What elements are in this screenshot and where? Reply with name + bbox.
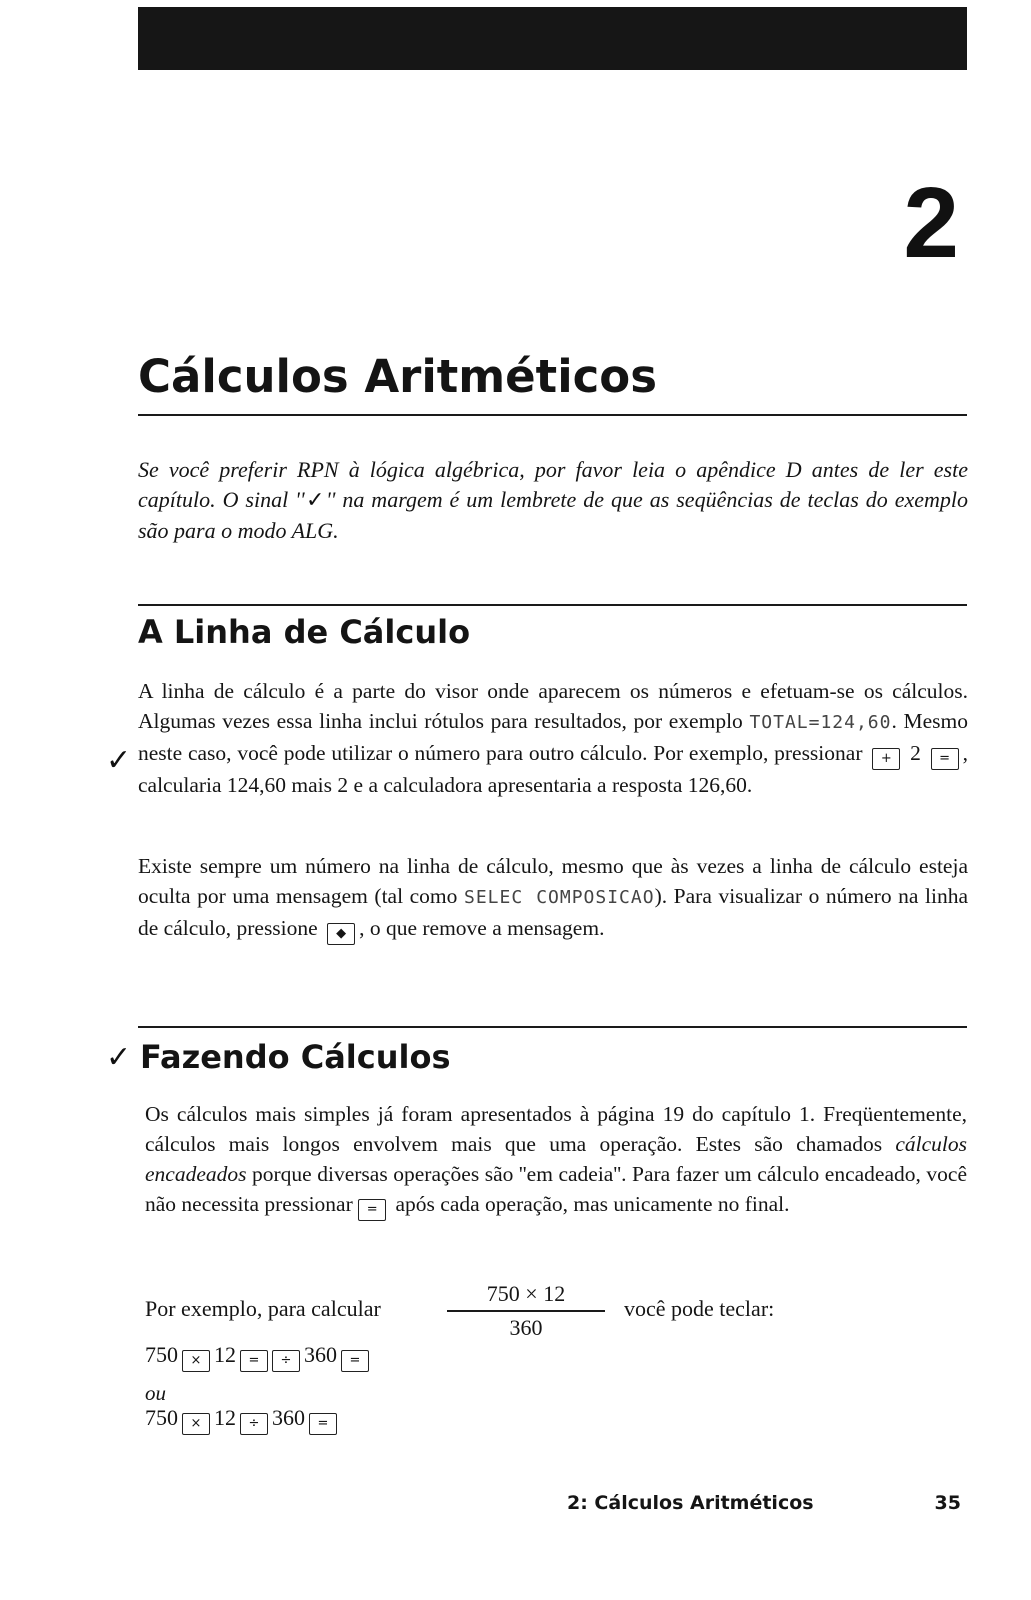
page-number: 35	[934, 1492, 961, 1514]
fraction-denominator: 360	[509, 1314, 543, 1340]
example-after-text: você pode teclar:	[624, 1296, 775, 1321]
equals-key: =	[309, 1413, 337, 1435]
equals-key: =	[240, 1350, 268, 1372]
example-label: Por exemplo, para calcular	[145, 1296, 381, 1321]
footer-chapter-title: 2: Cálculos Aritméticos	[567, 1492, 814, 1514]
fraction	[447, 1280, 605, 1342]
section-divider	[138, 604, 967, 606]
check-mark-icon: ✓	[304, 488, 326, 513]
lcd-display-selec: SELEC COMPOSICAO	[463, 887, 655, 908]
chapter-number: 2	[903, 167, 959, 279]
or-label: ou	[145, 1381, 166, 1405]
section-divider	[138, 1026, 967, 1028]
margin-check-icon: ✓	[106, 743, 132, 778]
chapter-title: Cálculos Aritméticos	[138, 350, 657, 403]
section-heading-fazendo-calculos: Fazendo Cálculos	[140, 1038, 451, 1076]
lcd-display-total: TOTAL=124,60	[749, 712, 892, 733]
title-divider	[138, 414, 967, 416]
divide-key: ÷	[240, 1413, 268, 1435]
plus-key: +	[872, 748, 900, 770]
paragraph-mensagem: Existe sempre um número na linha de cálculo, mesmo que às vezes a linha de cálculo esteja oculta por uma mensagem (tal como SELEC COMPOSICAO). Para visualizar o número na linha de cálculo, pressione ◆ , o que remove a mensagem.	[138, 851, 968, 945]
fraction-numerator: 750 × 12	[486, 1281, 566, 1306]
backspace-key-icon: ◆	[327, 923, 355, 945]
paragraph-calculos-encadeados: Os cálculos mais simples já foram apresentados à página 19 do capítulo 1. Freqüentemente, cálculos mais longos envolvem mais que uma operação. Estes são chamados cálculos encadeados porque diversas operações são ''em cadeia''. Para fazer um cálculo encadeado, você não necessita pressionar = após cada operação, mas unicamente no final.	[145, 1099, 967, 1221]
key-sequence-1: 750 × 12 = ÷ 360 =	[145, 1340, 373, 1372]
chapter-header-bar	[138, 7, 967, 70]
divide-key: ÷	[272, 1350, 300, 1372]
paragraph-linha-de-calculo: A linha de cálculo é a parte do visor onde aparecem os números e efetuam-se os cálculos. Algumas vezes essa linha inclui rótulos para resultados, por exemplo TOTAL=124,60. Mesmo neste caso, você pode utilizar o número para outro cálculo. Por exemplo, pressionar + 2 = , calcularia 124,60 mais 2 e a calculadora apresentaria a resposta 126,60.	[138, 679, 968, 797]
section-heading-linha-de-calculo: A Linha de Cálculo	[138, 613, 471, 651]
multiply-key: ×	[182, 1350, 210, 1372]
intro-paragraph: Se você preferir RPN à lógica algébrica, por favor leia o apêndice D antes de ler este capítulo. O sinal ''✓'' na margem é um lembrete de que as seqüências de teclas do exemplo são para o modo ALG.	[138, 457, 969, 543]
equals-key: =	[358, 1199, 386, 1221]
margin-check-icon: ✓	[106, 1040, 132, 1075]
key-sequence-2: 750 × 12 ÷ 360 =	[145, 1403, 341, 1435]
multiply-key: ×	[182, 1413, 210, 1435]
equals-key: =	[931, 748, 959, 770]
equals-key: =	[341, 1350, 369, 1372]
